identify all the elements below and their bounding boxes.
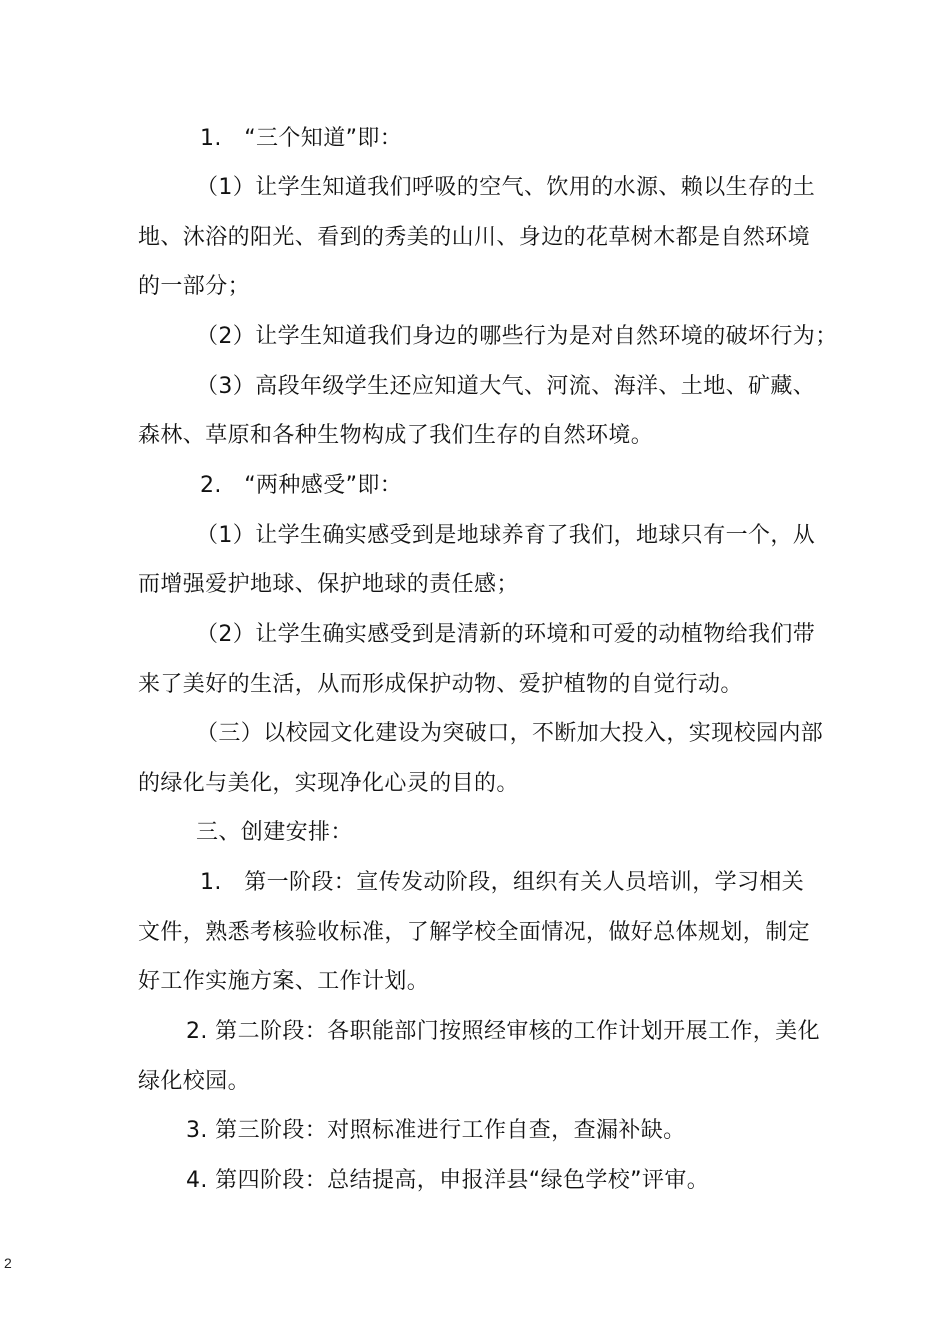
text-line: 的绿化与美化，实现净化心灵的目的。 [138,771,519,796]
text-line: （1）让学生知道我们呼吸的空气、饮用的水源、赖以生存的土 [196,175,816,200]
text-line: 3. 第三阶段：对照标准进行工作自查，查漏补缺。 [186,1118,686,1143]
text-line: 来了美好的生活，从而形成保护动物、爱护植物的自觉行动。 [138,672,743,697]
text-line: 1. “三个知道”即： [200,126,403,151]
text-line: 文件，熟悉考核验收标准，了解学校全面情况，做好总体规划，制定 [138,920,811,945]
text-line: 森林、草原和各种生物构成了我们生存的自然环境。 [138,423,654,448]
text-line: （2）让学生确实感受到是清新的环境和可爱的动植物给我们带 [196,622,816,647]
text-line: 2. 第二阶段：各职能部门按照经审核的工作计划开展工作，美化 [186,1019,820,1044]
text-line: （3）高段年级学生还应知道大气、河流、海洋、土地、矿藏、 [196,374,816,399]
text-line: 1. 第一阶段：宣传发动阶段，组织有关人员培训，学习相关 [200,870,805,895]
text-line: 地、沐浴的阳光、看到的秀美的山川、身边的花草树木都是自然环境 [138,225,811,250]
text-line: 绿化校园。 [138,1069,251,1094]
text-line: （2）让学生知道我们身边的哪些行为是对自然环境的破坏行为； [196,324,838,349]
page-number: 2 [4,1255,12,1271]
text-line: 的一部分； [138,274,251,299]
text-line: 2. “两种感受”即： [200,473,403,498]
text-line: 好工作实施方案、工作计划。 [138,969,430,994]
text-line: 4. 第四阶段：总结提高，申报洋县“绿色学校”评审。 [186,1168,710,1193]
section-heading: 三、创建安排： [196,820,353,845]
text-line: （1）让学生确实感受到是地球养育了我们，地球只有一个，从 [196,523,816,548]
text-line: 而增强爱护地球、保护地球的责任感； [138,572,519,597]
text-line: （三）以校园文化建设为突破口，不断加大投入，实现校园内部 [196,721,824,746]
